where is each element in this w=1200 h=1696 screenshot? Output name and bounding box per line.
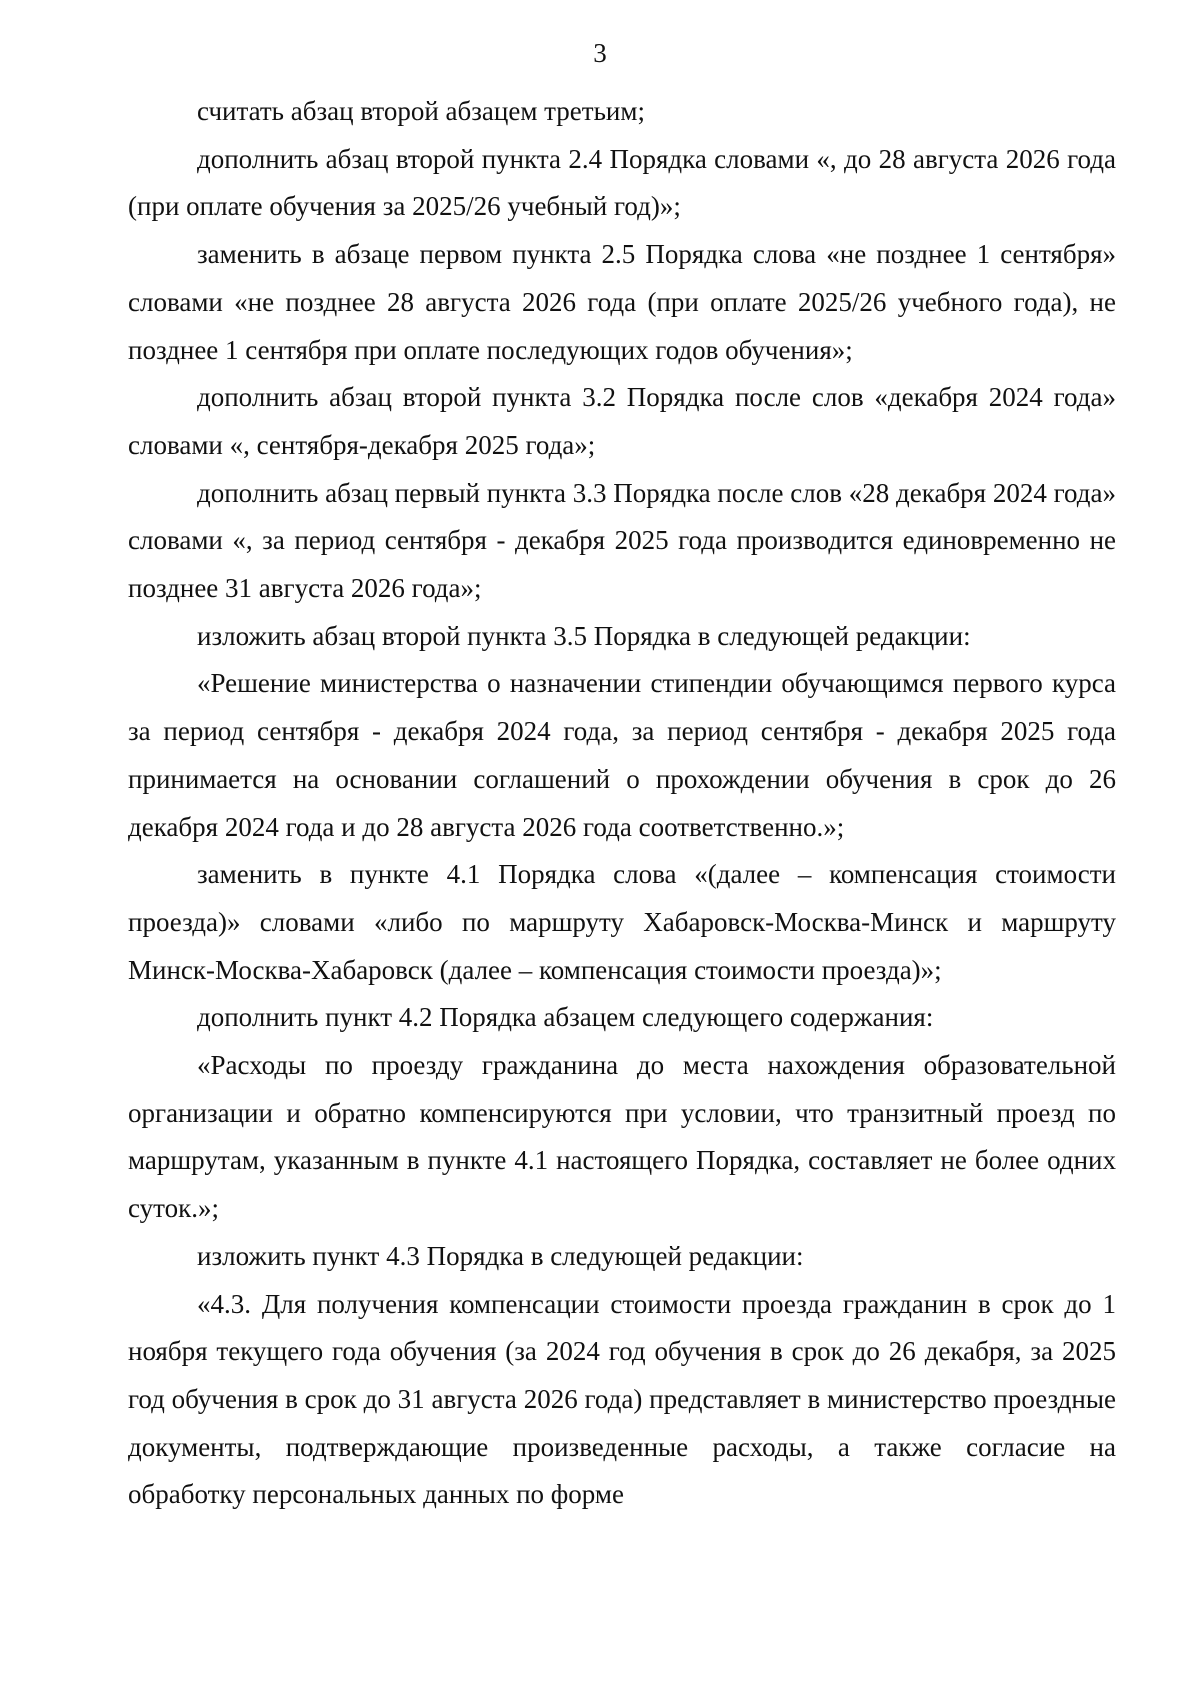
paragraph-amend-3-2: дополнить абзац второй пункта 3.2 Порядка после слов «декабря 2024 года» словами «, сентября-декабря 2025 года»; (128, 382, 1116, 460)
paragraph-restate-3-5-intro: изложить абзац второй пункта 3.5 Порядка в следующей редакции: (197, 620, 971, 651)
paragraph-restate-4-3-intro: изложить пункт 4.3 Порядка в следующей редакции: (197, 1240, 804, 1271)
paragraph-amend-2-5: заменить в абзаце первом пункта 2.5 Порядка слова «не позднее 1 сентября» словами «не позднее 28 августа 2026 года (при оплате 2025/26 учебного года), не позднее 1 сентября при оплате последующих годов обучения»; (128, 239, 1116, 365)
paragraph-restate-3-5-text: «Решение министерства о назначении стипендии обучающимся первого курса за период сентября - декабря 2024 года, за период сентября - декабря 2025 года принимается на основании соглашений о прохождении обучения в срок до 26 декабря 2024 года и до 28 августа 2026 года соответственно.»; (128, 668, 1116, 842)
document-body (128, 88, 1116, 1519)
paragraph-amend-3-3: дополнить абзац первый пункта 3.3 Порядка после слов «28 декабря 2024 года» словами «, за период сентября - декабря 2025 года производится единовременно не позднее 31 августа 2026 года»; (128, 477, 1116, 604)
paragraph-amend-4-2-intro: дополнить пункт 4.2 Порядка абзацем следующего содержания: (197, 1002, 934, 1033)
page-number: 3 (593, 38, 607, 68)
paragraph-restate-4-3-text: «4.3. Для получения компенсации стоимости проезда гражданин в срок до 1 ноября текущего года обучения (за 2024 год обучения в срок до 26 декабря, за 2025 год обучения в срок до 31 августа 2026 года) представляет в министерство проездные документы, подтверждающие произведенные расходы, а также согласие на обработку персональных данных по форме (128, 1288, 1116, 1510)
paragraph-amend-4-1: заменить в пункте 4.1 Порядка слова «(далее – компенсация стоимости проезда)» словами «либо по маршруту Хабаровск-Москва-Минск и маршруту Минск-Москва-Хабаровск (далее – компенсация стоимости проезда)»; (128, 859, 1116, 985)
paragraph-amend-2-4: дополнить абзац второй пункта 2.4 Порядка словами «, до 28 августа 2026 года (при оплате обучения за 2025/26 учебный год)»; (128, 143, 1116, 222)
paragraph-amend-4-2-text: «Расходы по проезду гражданина до места нахождения образовательной организации и обратно компенсируются при условии, что транзитный проезд по маршрутам, указанным в пункте 4.1 настоящего Порядка, составляет не более одних суток.»; (128, 1050, 1116, 1224)
paragraph-renumber-abzac: считать абзац второй абзацем третьим; (197, 96, 645, 126)
